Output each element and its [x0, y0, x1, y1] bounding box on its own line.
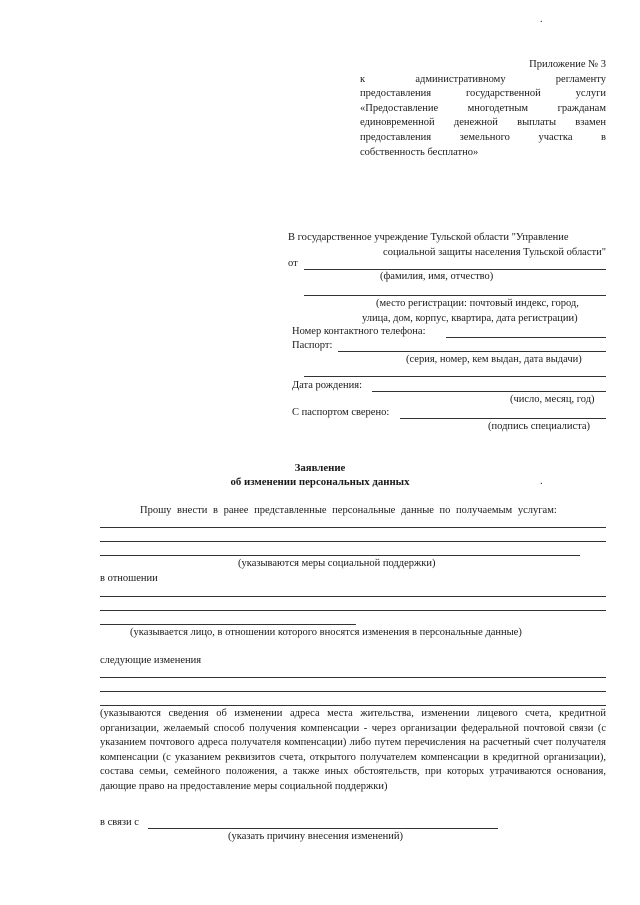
phone-label: Номер контактного телефона:	[292, 326, 426, 337]
birth-date-label: Дата рождения:	[292, 380, 363, 391]
services-field-line-2[interactable]	[100, 541, 606, 542]
document-title: Заявление	[294, 462, 346, 474]
addressee-block	[288, 230, 606, 260]
appendix-line-6: собственность бесплатно»	[360, 146, 479, 158]
services-field-line-3[interactable]	[100, 555, 580, 556]
document-subtitle: об изменении персональных данных	[230, 476, 410, 488]
verified-hint: (подпись специалиста)	[488, 421, 591, 432]
measures-hint: (указываются меры социальной поддержки)	[238, 558, 436, 569]
changes-field-line-1[interactable]	[100, 677, 606, 678]
birth-date-field[interactable]	[372, 391, 606, 392]
verified-label: С паспортом сверено:	[292, 407, 390, 418]
registration-hint-2: улица, дом, корпус, квартира, дата регистрации)	[362, 313, 578, 324]
services-field-line-1[interactable]	[100, 527, 606, 528]
reason-label: в связи с	[100, 817, 139, 828]
reason-hint: (указать причину внесения изменений)	[228, 831, 403, 842]
changes-hint: (указываются сведения об изменении адреса места жительства, изменении лицевого счета, кредитной организации, желаемый способ получения компенсации - через организации федеральной почтовой связи (с указанием почтового адреса получателя компенсации) либо путем перечисления на расчетный счет получателя компенсации (с указанием реквизитов счета, открытого получателем компенсации в кредитной организации), состава семьи, семейного положения, а также иных обстоятельств, при которых утрачиваются основания, дающие право на предоставление меры социальной поддержки)	[100, 708, 606, 792]
person-field-line-3[interactable]	[100, 624, 356, 625]
changes-field-line-3[interactable]	[100, 705, 606, 706]
appendix-line-3: «Предоставление многодетным гражданам	[360, 102, 606, 114]
appendix-line-5: предоставления земельного участка в	[360, 131, 606, 143]
addressee-line-1: В государственное учреждение Тульской области "Управление	[288, 232, 569, 243]
passport-hint: (серия, номер, кем выдан, дата выдачи)	[406, 354, 582, 365]
subtitle-dot: .	[540, 476, 543, 487]
request-text: Прошу внести в ранее представленные персональные данные по получаемым услугам:	[140, 505, 557, 516]
registration-address-field[interactable]	[304, 295, 606, 296]
appendix-title: Приложение № 3	[529, 59, 606, 70]
person-hint: (указывается лицо, в отношении которого вносятся изменения в персональные данные)	[130, 627, 522, 638]
reason-field[interactable]	[148, 828, 498, 829]
regarding-label: в отношении	[100, 573, 158, 584]
passport-label: Паспорт:	[292, 340, 333, 351]
person-field-line-2[interactable]	[100, 610, 606, 611]
specialist-signature-field[interactable]	[400, 418, 606, 419]
changes-field-line-2[interactable]	[100, 691, 606, 692]
changes-label: следующие изменения	[100, 655, 202, 666]
phone-field[interactable]	[446, 337, 606, 338]
passport-field[interactable]	[338, 351, 606, 352]
fio-hint: (фамилия, имя, отчество)	[380, 271, 494, 282]
addressee-line-2: социальной защиты населения Тульской области"	[383, 247, 606, 258]
passport-extra-field[interactable]	[304, 376, 606, 377]
appendix-line-4: единовременной денежной выплаты взамен	[360, 117, 606, 129]
registration-hint-1: (место регистрации: почтовый индекс, город,	[376, 298, 579, 309]
birth-date-hint: (число, месяц, год)	[510, 394, 595, 405]
appendix-line-2: предоставления государственной услуги	[360, 88, 606, 100]
appendix-block	[360, 58, 606, 160]
person-field-line-1[interactable]	[100, 596, 606, 597]
corner-mark: .	[540, 14, 543, 25]
applicant-name-field[interactable]	[304, 269, 606, 270]
appendix-line-1: к административному регламенту	[360, 73, 606, 85]
from-label: от	[288, 258, 298, 269]
